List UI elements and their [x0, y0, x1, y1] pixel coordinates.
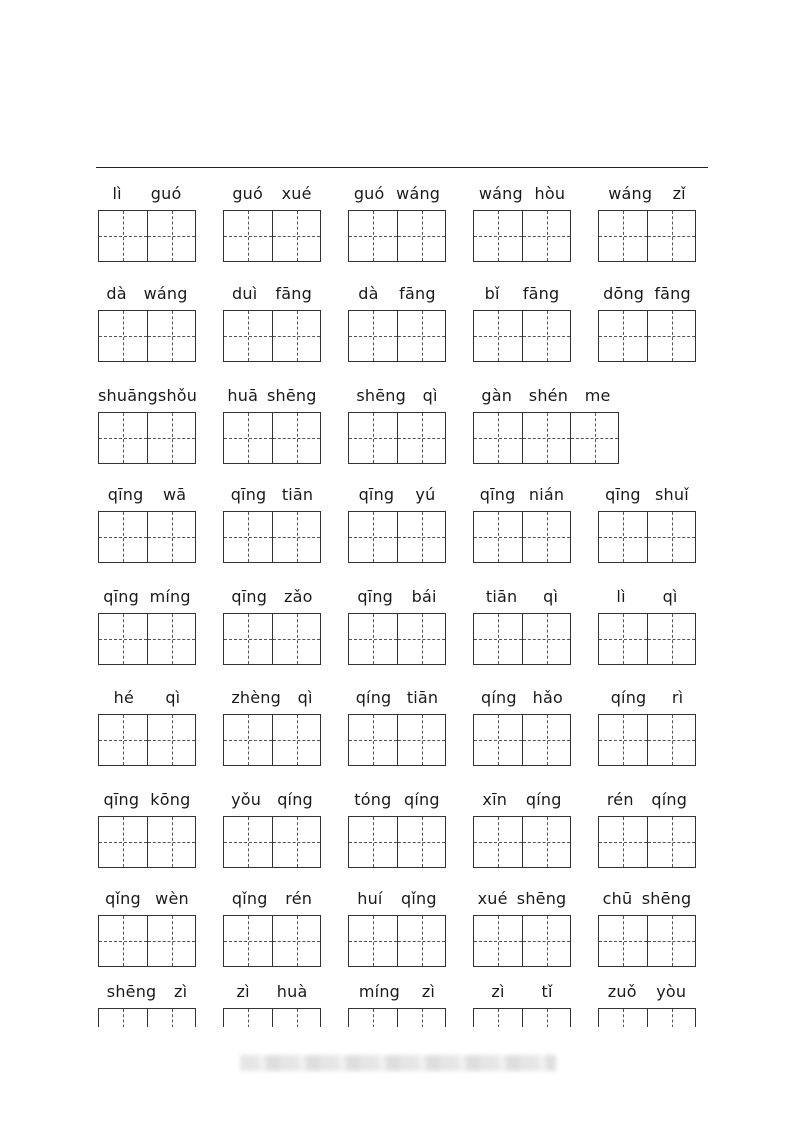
tianzige-cell[interactable] [599, 916, 647, 966]
pinyin-syllable: bǐ [484, 283, 500, 303]
pinyin-label [223, 280, 321, 306]
pinyin-syllable: fāng [399, 283, 436, 303]
pinyin-syllable: yǒu [231, 789, 262, 809]
pinyin-label [223, 180, 321, 206]
pinyin-label [348, 280, 446, 306]
pinyin-syllable: xīn [482, 789, 508, 809]
tianzige-cell[interactable] [272, 715, 320, 765]
pinyin-syllable: chū [602, 888, 633, 908]
tianzige-cell[interactable] [474, 512, 522, 562]
pinyin-label [598, 684, 696, 710]
tianzige-boxes [98, 714, 196, 766]
pinyin-syllable: huí [357, 888, 383, 908]
pinyin-syllable: tiān [406, 687, 439, 707]
tianzige-cell[interactable] [570, 413, 618, 463]
tianzige-cell[interactable] [522, 311, 570, 361]
tianzige-cell[interactable] [522, 211, 570, 261]
tianzige-boxes [473, 511, 571, 563]
tianzige-boxes [348, 210, 446, 262]
pinyin-syllable: xué [477, 888, 508, 908]
tianzige-cell[interactable] [349, 817, 397, 867]
tianzige-boxes [473, 210, 571, 262]
tianzige-cell[interactable] [647, 311, 695, 361]
tianzige-cell[interactable] [474, 916, 522, 966]
pinyin-syllable: dà [106, 283, 127, 303]
tianzige-cell[interactable] [397, 614, 445, 664]
tianzige-cell[interactable] [224, 512, 272, 562]
tianzige-boxes [223, 816, 321, 868]
pinyin-syllable: shuāng [98, 385, 158, 405]
pinyin-syllable: gàn [481, 385, 513, 405]
tianzige-cell[interactable] [349, 512, 397, 562]
pinyin-syllable: duì [232, 283, 258, 303]
pinyin-syllable: tǐ [541, 981, 553, 1001]
pinyin-syllable: zì [173, 981, 188, 1001]
tianzige-cell[interactable] [99, 512, 147, 562]
tianzige-cell[interactable] [474, 614, 522, 664]
pinyin-syllable: zuǒ [607, 981, 637, 1001]
pinyin-syllable: shēng [641, 888, 692, 908]
tianzige-cell[interactable] [397, 715, 445, 765]
tianzige-boxes [598, 714, 696, 766]
pinyin-syllable: fāng [275, 283, 312, 303]
pinyin-syllable: lì [616, 586, 626, 606]
pinyin-syllable: tiān [281, 484, 314, 504]
pinyin-label [223, 382, 321, 408]
tianzige-boxes [348, 613, 446, 665]
pinyin-syllable: qíng [404, 789, 440, 809]
pinyin-label [348, 583, 446, 609]
tianzige-cell[interactable] [599, 817, 647, 867]
tianzige-boxes [98, 210, 196, 262]
tianzige-boxes [223, 714, 321, 766]
tianzige-cell[interactable] [147, 512, 195, 562]
pinyin-label [98, 786, 196, 812]
tianzige-cell[interactable] [647, 715, 695, 765]
pinyin-label [473, 280, 571, 306]
pinyin-syllable: qì [297, 687, 313, 707]
pinyin-label [598, 180, 696, 206]
tianzige-boxes [598, 613, 696, 665]
pinyin-label [598, 481, 696, 507]
tianzige-cell[interactable] [647, 512, 695, 562]
tianzige-cell[interactable] [99, 413, 147, 463]
tianzige-boxes [348, 816, 446, 868]
tianzige-boxes [598, 816, 696, 868]
tianzige-cell[interactable] [599, 211, 647, 261]
pinyin-syllable: wā [162, 484, 187, 504]
pinyin-syllable: tiān [485, 586, 518, 606]
tianzige-cell[interactable] [147, 916, 195, 966]
tianzige-cell[interactable] [99, 614, 147, 664]
pinyin-label [598, 786, 696, 812]
pinyin-label [223, 583, 321, 609]
tianzige-cell[interactable] [647, 211, 695, 261]
pinyin-syllable: guó [150, 183, 182, 203]
pinyin-syllable: lì [112, 183, 122, 203]
pinyin-label [348, 978, 446, 1004]
pinyin-label [348, 885, 446, 911]
pinyin-syllable: nián [528, 484, 565, 504]
pinyin-label [473, 978, 571, 1004]
tianzige-cell[interactable] [522, 614, 570, 664]
pinyin-syllable: qíng [355, 687, 392, 707]
pinyin-label [98, 885, 196, 911]
pinyin-syllable: qì [165, 687, 181, 707]
tianzige-cell[interactable] [522, 413, 570, 463]
pinyin-syllable: kōng [150, 789, 191, 809]
tianzige-cell[interactable] [349, 311, 397, 361]
tianzige-boxes [98, 310, 196, 362]
tianzige-cell[interactable] [647, 614, 695, 664]
tianzige-cell[interactable] [474, 311, 522, 361]
tianzige-boxes [348, 511, 446, 563]
tianzige-cell[interactable] [272, 211, 320, 261]
tianzige-cell[interactable] [349, 916, 397, 966]
pinyin-label [348, 382, 446, 408]
tianzige-cell[interactable] [272, 817, 320, 867]
pinyin-syllable: wáng [396, 183, 441, 203]
tianzige-cell[interactable] [349, 413, 397, 463]
pinyin-syllable: shēng [356, 385, 406, 405]
tianzige-cell[interactable] [147, 715, 195, 765]
pinyin-syllable: zì [421, 981, 436, 1001]
pinyin-label [98, 382, 196, 408]
pinyin-syllable: hòu [534, 183, 566, 203]
tianzige-cell[interactable] [147, 311, 195, 361]
tianzige-boxes [348, 915, 446, 967]
tianzige-cell[interactable] [224, 916, 272, 966]
tianzige-cell[interactable] [272, 614, 320, 664]
tianzige-boxes [223, 613, 321, 665]
pinyin-syllable: guó [232, 183, 263, 203]
pinyin-syllable: zǐ [672, 183, 686, 203]
tianzige-boxes [598, 210, 696, 262]
pinyin-syllable: qíng [277, 789, 313, 809]
pinyin-syllable: qīng [358, 484, 395, 504]
pinyin-label [473, 786, 571, 812]
tianzige-boxes [223, 511, 321, 563]
tianzige-cell[interactable] [349, 715, 397, 765]
tianzige-boxes [598, 511, 696, 563]
pinyin-syllable: huà [276, 981, 308, 1001]
tianzige-boxes [223, 412, 321, 464]
pinyin-syllable: yú [415, 484, 436, 504]
pinyin-syllable: qīng [103, 789, 140, 809]
pinyin-syllable: hé [113, 687, 135, 707]
tianzige-boxes [473, 412, 619, 464]
pinyin-syllable: shēng [266, 385, 317, 405]
tianzige-boxes [473, 613, 571, 665]
tianzige-boxes [98, 412, 196, 464]
tianzige-boxes [473, 310, 571, 362]
tianzige-boxes [598, 915, 696, 967]
tianzige-cell[interactable] [224, 413, 272, 463]
tianzige-cell[interactable] [224, 614, 272, 664]
pinyin-syllable: qīng [605, 484, 641, 504]
tianzige-boxes [98, 613, 196, 665]
pinyin-label [98, 684, 196, 710]
tianzige-cell[interactable] [99, 817, 147, 867]
tianzige-cell[interactable] [99, 715, 147, 765]
tianzige-cell[interactable] [224, 311, 272, 361]
pinyin-label [473, 583, 571, 609]
tianzige-boxes [98, 915, 196, 967]
pinyin-label [348, 481, 446, 507]
pinyin-label [348, 786, 446, 812]
pinyin-label [598, 280, 696, 306]
pinyin-syllable: wáng [478, 183, 523, 203]
pinyin-syllable: rén [285, 888, 313, 908]
tianzige-cell[interactable] [647, 817, 695, 867]
pinyin-syllable: tóng [354, 789, 392, 809]
pinyin-syllable: wáng [608, 183, 653, 203]
pinyin-syllable: qīng [107, 484, 144, 504]
pinyin-label [598, 583, 696, 609]
pinyin-syllable: hǎo [532, 687, 563, 707]
tianzige-cell[interactable] [599, 512, 647, 562]
tianzige-cell[interactable] [147, 413, 195, 463]
tianzige-boxes [473, 714, 571, 766]
tianzige-boxes [598, 310, 696, 362]
tianzige-cell[interactable] [599, 614, 647, 664]
pinyin-syllable: zì [236, 981, 250, 1001]
pinyin-label [473, 481, 571, 507]
tianzige-boxes [473, 915, 571, 967]
pinyin-syllable: dōng [603, 283, 645, 303]
tianzige-cell[interactable] [272, 512, 320, 562]
pinyin-syllable: qīng [231, 586, 268, 606]
pinyin-syllable: shén [528, 385, 569, 405]
tianzige-cell[interactable] [99, 311, 147, 361]
tianzige-boxes [348, 714, 446, 766]
tianzige-cell[interactable] [397, 413, 445, 463]
pinyin-syllable: wèn [155, 888, 189, 908]
pinyin-syllable: qǐng [231, 888, 268, 908]
tianzige-cell[interactable] [474, 817, 522, 867]
pinyin-syllable: yòu [656, 981, 687, 1001]
tianzige-cell[interactable] [522, 715, 570, 765]
pinyin-syllable: qǐng [105, 888, 141, 908]
pinyin-syllable: qì [662, 586, 678, 606]
tianzige-cell[interactable] [272, 413, 320, 463]
pinyin-syllable: qì [543, 586, 559, 606]
pinyin-syllable: qīng [479, 484, 516, 504]
pinyin-syllable: míng [149, 586, 191, 606]
tianzige-cell[interactable] [147, 211, 195, 261]
pinyin-label [98, 978, 196, 1004]
pinyin-label [223, 481, 321, 507]
tianzige-cell[interactable] [522, 512, 570, 562]
tianzige-cell[interactable] [224, 817, 272, 867]
pinyin-label [348, 684, 446, 710]
tianzige-cell[interactable] [397, 311, 445, 361]
pinyin-label [223, 684, 321, 710]
tianzige-boxes [348, 310, 446, 362]
pinyin-syllable: rì [671, 687, 684, 707]
pinyin-syllable: zì [491, 981, 505, 1001]
tianzige-cell[interactable] [349, 614, 397, 664]
tianzige-boxes [223, 210, 321, 262]
tianzige-cell[interactable] [397, 211, 445, 261]
pinyin-syllable: huā [227, 385, 259, 405]
pinyin-syllable: shēng [516, 888, 567, 908]
blurred-footer [240, 1055, 556, 1071]
pinyin-label [98, 481, 196, 507]
page-bottom-margin [0, 1027, 793, 1122]
pinyin-syllable: qíng [610, 687, 647, 707]
tianzige-cell[interactable] [474, 413, 522, 463]
pinyin-syllable: qíng [651, 789, 688, 809]
pinyin-syllable: wáng [143, 283, 188, 303]
tianzige-boxes [223, 915, 321, 967]
tianzige-cell[interactable] [224, 211, 272, 261]
pinyin-syllable: fāng [654, 283, 691, 303]
top-rule [96, 167, 708, 168]
pinyin-label [473, 885, 571, 911]
pinyin-label [98, 583, 196, 609]
pinyin-label [473, 180, 571, 206]
tianzige-cell[interactable] [522, 817, 570, 867]
tianzige-cell[interactable] [397, 916, 445, 966]
pinyin-syllable: shēng [106, 981, 157, 1001]
pinyin-syllable: zhèng [231, 687, 281, 707]
pinyin-syllable: qì [422, 385, 438, 405]
pinyin-syllable: zǎo [283, 586, 313, 606]
pinyin-label [223, 786, 321, 812]
tianzige-boxes [223, 310, 321, 362]
tianzige-boxes [98, 511, 196, 563]
tianzige-cell[interactable] [599, 311, 647, 361]
tianzige-boxes [473, 816, 571, 868]
tianzige-cell[interactable] [99, 211, 147, 261]
tianzige-cell[interactable] [474, 715, 522, 765]
tianzige-cell[interactable] [474, 211, 522, 261]
pinyin-syllable: xué [281, 183, 312, 203]
tianzige-cell[interactable] [647, 916, 695, 966]
pinyin-syllable: shǒu [157, 385, 198, 405]
pinyin-syllable: guó [353, 183, 385, 203]
pinyin-label [473, 684, 571, 710]
pinyin-syllable: rén [606, 789, 634, 809]
tianzige-cell[interactable] [147, 817, 195, 867]
pinyin-syllable: qíng [525, 789, 562, 809]
tianzige-cell[interactable] [272, 311, 320, 361]
pinyin-label [98, 180, 196, 206]
pinyin-syllable: me [584, 385, 611, 405]
pinyin-label [223, 885, 321, 911]
pinyin-label [473, 382, 619, 408]
pinyin-syllable: qíng [480, 687, 517, 707]
pinyin-syllable: qīng [230, 484, 267, 504]
pinyin-syllable: dà [358, 283, 379, 303]
tianzige-cell[interactable] [272, 916, 320, 966]
tianzige-cell[interactable] [349, 211, 397, 261]
tianzige-cell[interactable] [397, 817, 445, 867]
pinyin-label [348, 180, 446, 206]
pinyin-syllable: fāng [522, 283, 560, 303]
tianzige-boxes [98, 816, 196, 868]
pinyin-label [598, 885, 696, 911]
tianzige-cell[interactable] [397, 512, 445, 562]
pinyin-syllable: bái [411, 586, 437, 606]
tianzige-boxes [348, 412, 446, 464]
pinyin-syllable: míng [358, 981, 401, 1001]
tianzige-cell[interactable] [147, 614, 195, 664]
pinyin-syllable: qǐng [401, 888, 437, 908]
tianzige-cell[interactable] [224, 715, 272, 765]
pinyin-syllable: qīng [357, 586, 394, 606]
tianzige-cell[interactable] [599, 715, 647, 765]
pinyin-syllable: shuǐ [655, 484, 689, 504]
tianzige-cell[interactable] [99, 916, 147, 966]
pinyin-label [223, 978, 321, 1004]
pinyin-label [98, 280, 196, 306]
pinyin-label [598, 978, 696, 1004]
pinyin-syllable: qīng [103, 586, 139, 606]
tianzige-cell[interactable] [522, 916, 570, 966]
